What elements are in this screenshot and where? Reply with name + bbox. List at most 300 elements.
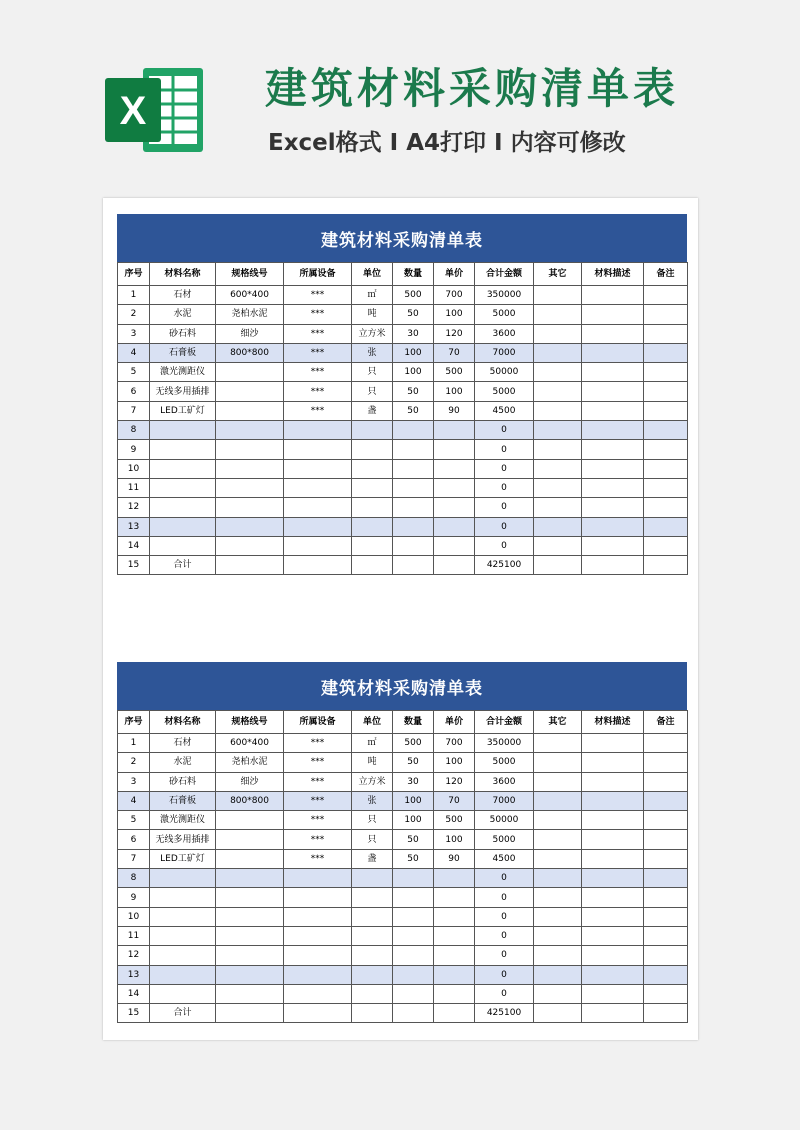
cell-description[interactable] xyxy=(582,440,644,459)
cell-equipment[interactable] xyxy=(284,536,352,555)
cell-unit-price[interactable] xyxy=(434,965,475,984)
cell-total[interactable]: 0 xyxy=(475,926,534,945)
cell-unit[interactable]: 吨 xyxy=(352,305,393,324)
cell-unit-price[interactable]: 100 xyxy=(434,305,475,324)
cell-description[interactable] xyxy=(582,324,644,343)
cell-unit[interactable]: 盏 xyxy=(352,849,393,868)
cell-quantity[interactable] xyxy=(393,946,434,965)
cell-material-name[interactable]: 合计 xyxy=(150,1004,216,1023)
cell-remark[interactable] xyxy=(644,305,688,324)
cell-remark[interactable] xyxy=(644,401,688,420)
cell-quantity[interactable]: 50 xyxy=(393,849,434,868)
cell-description[interactable] xyxy=(582,1004,644,1023)
cell-spec[interactable] xyxy=(216,401,284,420)
cell-remark[interactable] xyxy=(644,363,688,382)
cell-unit[interactable] xyxy=(352,926,393,945)
cell-seq[interactable]: 14 xyxy=(118,536,150,555)
cell-remark[interactable] xyxy=(644,498,688,517)
cell-unit-price[interactable]: 70 xyxy=(434,343,475,362)
cell-unit-price[interactable] xyxy=(434,946,475,965)
cell-unit-price[interactable]: 120 xyxy=(434,324,475,343)
cell-other[interactable] xyxy=(534,382,582,401)
cell-unit[interactable]: 立方米 xyxy=(352,324,393,343)
cell-equipment[interactable]: *** xyxy=(284,772,352,791)
cell-equipment[interactable]: *** xyxy=(284,343,352,362)
cell-description[interactable] xyxy=(582,849,644,868)
cell-total[interactable]: 5000 xyxy=(475,830,534,849)
cell-quantity[interactable] xyxy=(393,498,434,517)
cell-unit[interactable]: 只 xyxy=(352,382,393,401)
cell-unit-price[interactable]: 90 xyxy=(434,849,475,868)
cell-quantity[interactable] xyxy=(393,459,434,478)
cell-remark[interactable] xyxy=(644,556,688,575)
cell-quantity[interactable] xyxy=(393,536,434,555)
cell-unit-price[interactable]: 500 xyxy=(434,363,475,382)
cell-quantity[interactable]: 50 xyxy=(393,305,434,324)
cell-seq[interactable]: 2 xyxy=(118,753,150,772)
cell-remark[interactable] xyxy=(644,1004,688,1023)
cell-quantity[interactable] xyxy=(393,421,434,440)
cell-remark[interactable] xyxy=(644,421,688,440)
cell-unit-price[interactable] xyxy=(434,869,475,888)
cell-spec[interactable]: 600*400 xyxy=(216,734,284,753)
cell-unit[interactable] xyxy=(352,984,393,1003)
cell-unit-price[interactable]: 500 xyxy=(434,811,475,830)
cell-unit-price[interactable]: 90 xyxy=(434,401,475,420)
cell-description[interactable] xyxy=(582,421,644,440)
cell-quantity[interactable]: 30 xyxy=(393,772,434,791)
cell-total[interactable]: 3600 xyxy=(475,324,534,343)
cell-total[interactable]: 4500 xyxy=(475,849,534,868)
cell-equipment[interactable]: *** xyxy=(284,753,352,772)
cell-unit[interactable]: 吨 xyxy=(352,753,393,772)
cell-quantity[interactable] xyxy=(393,869,434,888)
cell-spec[interactable] xyxy=(216,965,284,984)
cell-other[interactable] xyxy=(534,1004,582,1023)
cell-remark[interactable] xyxy=(644,478,688,497)
cell-unit-price[interactable] xyxy=(434,498,475,517)
cell-description[interactable] xyxy=(582,305,644,324)
cell-unit-price[interactable]: 700 xyxy=(434,734,475,753)
cell-unit[interactable] xyxy=(352,965,393,984)
cell-equipment[interactable] xyxy=(284,459,352,478)
cell-quantity[interactable] xyxy=(393,1004,434,1023)
cell-seq[interactable]: 10 xyxy=(118,459,150,478)
cell-remark[interactable] xyxy=(644,772,688,791)
cell-unit[interactable] xyxy=(352,440,393,459)
cell-seq[interactable]: 4 xyxy=(118,343,150,362)
cell-remark[interactable] xyxy=(644,984,688,1003)
cell-material-name[interactable] xyxy=(150,459,216,478)
cell-quantity[interactable]: 100 xyxy=(393,343,434,362)
cell-unit-price[interactable] xyxy=(434,421,475,440)
cell-total[interactable]: 4500 xyxy=(475,401,534,420)
cell-unit-price[interactable] xyxy=(434,907,475,926)
cell-equipment[interactable]: *** xyxy=(284,305,352,324)
cell-equipment[interactable]: *** xyxy=(284,401,352,420)
cell-quantity[interactable] xyxy=(393,907,434,926)
cell-equipment[interactable] xyxy=(284,869,352,888)
cell-material-name[interactable] xyxy=(150,421,216,440)
cell-seq[interactable]: 9 xyxy=(118,440,150,459)
cell-quantity[interactable] xyxy=(393,984,434,1003)
cell-equipment[interactable] xyxy=(284,498,352,517)
cell-spec[interactable] xyxy=(216,811,284,830)
cell-description[interactable] xyxy=(582,401,644,420)
cell-seq[interactable]: 9 xyxy=(118,888,150,907)
cell-unit-price[interactable] xyxy=(434,926,475,945)
cell-total[interactable]: 7000 xyxy=(475,343,534,362)
cell-total[interactable]: 0 xyxy=(475,965,534,984)
cell-material-name[interactable] xyxy=(150,517,216,536)
cell-unit[interactable] xyxy=(352,459,393,478)
cell-total[interactable]: 0 xyxy=(475,984,534,1003)
cell-spec[interactable]: 800*800 xyxy=(216,343,284,362)
cell-description[interactable] xyxy=(582,830,644,849)
cell-unit[interactable]: ㎡ xyxy=(352,286,393,305)
cell-material-name[interactable]: 石膏板 xyxy=(150,791,216,810)
cell-other[interactable] xyxy=(534,286,582,305)
cell-other[interactable] xyxy=(534,498,582,517)
cell-other[interactable] xyxy=(534,926,582,945)
cell-total[interactable]: 7000 xyxy=(475,791,534,810)
cell-equipment[interactable] xyxy=(284,946,352,965)
cell-remark[interactable] xyxy=(644,849,688,868)
cell-other[interactable] xyxy=(534,401,582,420)
cell-equipment[interactable] xyxy=(284,478,352,497)
cell-total[interactable]: 425100 xyxy=(475,556,534,575)
cell-remark[interactable] xyxy=(644,459,688,478)
cell-unit-price[interactable]: 100 xyxy=(434,382,475,401)
cell-total[interactable]: 50000 xyxy=(475,363,534,382)
cell-description[interactable] xyxy=(582,478,644,497)
cell-seq[interactable]: 10 xyxy=(118,907,150,926)
cell-description[interactable] xyxy=(582,536,644,555)
cell-seq[interactable]: 7 xyxy=(118,401,150,420)
cell-unit[interactable]: 盏 xyxy=(352,401,393,420)
cell-seq[interactable]: 6 xyxy=(118,830,150,849)
cell-remark[interactable] xyxy=(644,791,688,810)
cell-spec[interactable] xyxy=(216,907,284,926)
cell-material-name[interactable]: 激光测距仪 xyxy=(150,811,216,830)
cell-other[interactable] xyxy=(534,556,582,575)
cell-unit[interactable] xyxy=(352,907,393,926)
cell-other[interactable] xyxy=(534,830,582,849)
cell-spec[interactable] xyxy=(216,517,284,536)
cell-total[interactable]: 0 xyxy=(475,440,534,459)
cell-material-name[interactable]: 水泥 xyxy=(150,305,216,324)
cell-material-name[interactable]: 激光测距仪 xyxy=(150,363,216,382)
cell-quantity[interactable]: 100 xyxy=(393,811,434,830)
cell-other[interactable] xyxy=(534,536,582,555)
cell-description[interactable] xyxy=(582,286,644,305)
cell-description[interactable] xyxy=(582,556,644,575)
cell-description[interactable] xyxy=(582,926,644,945)
cell-description[interactable] xyxy=(582,811,644,830)
cell-spec[interactable] xyxy=(216,478,284,497)
cell-description[interactable] xyxy=(582,907,644,926)
cell-other[interactable] xyxy=(534,888,582,907)
cell-material-name[interactable]: 水泥 xyxy=(150,753,216,772)
cell-material-name[interactable]: 合计 xyxy=(150,556,216,575)
cell-quantity[interactable]: 500 xyxy=(393,286,434,305)
cell-unit[interactable] xyxy=(352,517,393,536)
cell-seq[interactable]: 5 xyxy=(118,363,150,382)
cell-remark[interactable] xyxy=(644,965,688,984)
cell-total[interactable]: 0 xyxy=(475,536,534,555)
cell-other[interactable] xyxy=(534,869,582,888)
cell-spec[interactable]: 细沙 xyxy=(216,324,284,343)
cell-total[interactable]: 0 xyxy=(475,907,534,926)
cell-other[interactable] xyxy=(534,324,582,343)
cell-quantity[interactable]: 500 xyxy=(393,734,434,753)
cell-unit-price[interactable] xyxy=(434,1004,475,1023)
cell-total[interactable]: 350000 xyxy=(475,286,534,305)
cell-material-name[interactable]: 砂石料 xyxy=(150,772,216,791)
cell-seq[interactable]: 3 xyxy=(118,772,150,791)
cell-unit[interactable] xyxy=(352,869,393,888)
cell-spec[interactable]: 细沙 xyxy=(216,772,284,791)
cell-material-name[interactable]: 无线多用插排 xyxy=(150,830,216,849)
cell-equipment[interactable] xyxy=(284,556,352,575)
cell-total[interactable]: 0 xyxy=(475,869,534,888)
cell-seq[interactable]: 15 xyxy=(118,1004,150,1023)
cell-seq[interactable]: 14 xyxy=(118,984,150,1003)
cell-unit-price[interactable]: 100 xyxy=(434,753,475,772)
cell-material-name[interactable] xyxy=(150,984,216,1003)
cell-unit[interactable] xyxy=(352,946,393,965)
cell-total[interactable]: 5000 xyxy=(475,753,534,772)
cell-unit-price[interactable] xyxy=(434,556,475,575)
cell-quantity[interactable]: 50 xyxy=(393,830,434,849)
cell-equipment[interactable]: *** xyxy=(284,791,352,810)
cell-spec[interactable] xyxy=(216,459,284,478)
cell-material-name[interactable] xyxy=(150,498,216,517)
cell-other[interactable] xyxy=(534,849,582,868)
cell-equipment[interactable] xyxy=(284,421,352,440)
cell-equipment[interactable] xyxy=(284,517,352,536)
cell-quantity[interactable] xyxy=(393,517,434,536)
cell-remark[interactable] xyxy=(644,869,688,888)
cell-unit[interactable]: ㎡ xyxy=(352,734,393,753)
cell-quantity[interactable]: 100 xyxy=(393,363,434,382)
cell-remark[interactable] xyxy=(644,811,688,830)
cell-unit[interactable] xyxy=(352,1004,393,1023)
cell-other[interactable] xyxy=(534,772,582,791)
cell-equipment[interactable]: *** xyxy=(284,324,352,343)
cell-seq[interactable]: 1 xyxy=(118,286,150,305)
cell-spec[interactable] xyxy=(216,382,284,401)
cell-material-name[interactable]: LED工矿灯 xyxy=(150,849,216,868)
cell-unit[interactable] xyxy=(352,421,393,440)
cell-description[interactable] xyxy=(582,946,644,965)
cell-seq[interactable]: 13 xyxy=(118,965,150,984)
cell-quantity[interactable] xyxy=(393,440,434,459)
cell-total[interactable]: 0 xyxy=(475,888,534,907)
cell-total[interactable]: 425100 xyxy=(475,1004,534,1023)
cell-other[interactable] xyxy=(534,440,582,459)
cell-material-name[interactable] xyxy=(150,869,216,888)
cell-material-name[interactable]: 石膏板 xyxy=(150,343,216,362)
cell-quantity[interactable] xyxy=(393,965,434,984)
cell-spec[interactable]: 尧柏水泥 xyxy=(216,753,284,772)
cell-remark[interactable] xyxy=(644,753,688,772)
cell-seq[interactable]: 15 xyxy=(118,556,150,575)
cell-remark[interactable] xyxy=(644,946,688,965)
cell-spec[interactable] xyxy=(216,849,284,868)
cell-spec[interactable]: 600*400 xyxy=(216,286,284,305)
cell-unit-price[interactable] xyxy=(434,888,475,907)
cell-equipment[interactable] xyxy=(284,888,352,907)
cell-spec[interactable] xyxy=(216,926,284,945)
cell-equipment[interactable] xyxy=(284,965,352,984)
cell-spec[interactable] xyxy=(216,536,284,555)
cell-spec[interactable] xyxy=(216,869,284,888)
cell-other[interactable] xyxy=(534,305,582,324)
cell-description[interactable] xyxy=(582,498,644,517)
cell-spec[interactable] xyxy=(216,440,284,459)
cell-remark[interactable] xyxy=(644,286,688,305)
cell-spec[interactable] xyxy=(216,888,284,907)
cell-material-name[interactable]: 砂石料 xyxy=(150,324,216,343)
cell-total[interactable]: 3600 xyxy=(475,772,534,791)
cell-equipment[interactable]: *** xyxy=(284,734,352,753)
cell-remark[interactable] xyxy=(644,440,688,459)
cell-seq[interactable]: 8 xyxy=(118,869,150,888)
cell-unit[interactable]: 只 xyxy=(352,811,393,830)
cell-spec[interactable]: 尧柏水泥 xyxy=(216,305,284,324)
cell-total[interactable]: 0 xyxy=(475,946,534,965)
cell-unit-price[interactable]: 70 xyxy=(434,791,475,810)
cell-unit[interactable] xyxy=(352,498,393,517)
cell-other[interactable] xyxy=(534,478,582,497)
cell-material-name[interactable]: LED工矿灯 xyxy=(150,401,216,420)
cell-equipment[interactable]: *** xyxy=(284,830,352,849)
cell-unit[interactable]: 张 xyxy=(352,791,393,810)
cell-quantity[interactable]: 50 xyxy=(393,753,434,772)
cell-description[interactable] xyxy=(582,772,644,791)
cell-material-name[interactable] xyxy=(150,478,216,497)
cell-material-name[interactable] xyxy=(150,440,216,459)
cell-spec[interactable] xyxy=(216,363,284,382)
cell-remark[interactable] xyxy=(644,324,688,343)
cell-remark[interactable] xyxy=(644,926,688,945)
cell-equipment[interactable] xyxy=(284,984,352,1003)
cell-seq[interactable]: 6 xyxy=(118,382,150,401)
cell-unit[interactable]: 只 xyxy=(352,363,393,382)
cell-other[interactable] xyxy=(534,791,582,810)
cell-unit[interactable] xyxy=(352,536,393,555)
cell-total[interactable]: 0 xyxy=(475,517,534,536)
cell-other[interactable] xyxy=(534,753,582,772)
cell-other[interactable] xyxy=(534,517,582,536)
cell-total[interactable]: 0 xyxy=(475,498,534,517)
cell-other[interactable] xyxy=(534,363,582,382)
cell-quantity[interactable] xyxy=(393,556,434,575)
cell-unit[interactable]: 张 xyxy=(352,343,393,362)
cell-description[interactable] xyxy=(582,734,644,753)
cell-material-name[interactable]: 无线多用插排 xyxy=(150,382,216,401)
cell-description[interactable] xyxy=(582,965,644,984)
cell-description[interactable] xyxy=(582,363,644,382)
cell-material-name[interactable] xyxy=(150,536,216,555)
cell-remark[interactable] xyxy=(644,734,688,753)
cell-spec[interactable] xyxy=(216,556,284,575)
cell-unit-price[interactable]: 100 xyxy=(434,830,475,849)
cell-seq[interactable]: 3 xyxy=(118,324,150,343)
cell-other[interactable] xyxy=(534,734,582,753)
cell-total[interactable]: 350000 xyxy=(475,734,534,753)
cell-total[interactable]: 0 xyxy=(475,478,534,497)
cell-spec[interactable] xyxy=(216,830,284,849)
cell-remark[interactable] xyxy=(644,517,688,536)
cell-quantity[interactable] xyxy=(393,478,434,497)
cell-material-name[interactable] xyxy=(150,888,216,907)
cell-equipment[interactable] xyxy=(284,926,352,945)
cell-equipment[interactable]: *** xyxy=(284,382,352,401)
cell-other[interactable] xyxy=(534,946,582,965)
cell-other[interactable] xyxy=(534,421,582,440)
cell-material-name[interactable] xyxy=(150,907,216,926)
cell-equipment[interactable]: *** xyxy=(284,363,352,382)
cell-unit-price[interactable] xyxy=(434,459,475,478)
cell-description[interactable] xyxy=(582,343,644,362)
cell-seq[interactable]: 5 xyxy=(118,811,150,830)
cell-other[interactable] xyxy=(534,459,582,478)
cell-unit-price[interactable] xyxy=(434,984,475,1003)
cell-unit[interactable] xyxy=(352,556,393,575)
cell-remark[interactable] xyxy=(644,907,688,926)
cell-material-name[interactable]: 石材 xyxy=(150,286,216,305)
cell-other[interactable] xyxy=(534,343,582,362)
cell-total[interactable]: 5000 xyxy=(475,382,534,401)
cell-seq[interactable]: 7 xyxy=(118,849,150,868)
cell-description[interactable] xyxy=(582,791,644,810)
cell-description[interactable] xyxy=(582,517,644,536)
cell-unit-price[interactable] xyxy=(434,440,475,459)
cell-remark[interactable] xyxy=(644,536,688,555)
cell-other[interactable] xyxy=(534,811,582,830)
cell-spec[interactable] xyxy=(216,984,284,1003)
cell-unit[interactable] xyxy=(352,478,393,497)
cell-unit[interactable]: 只 xyxy=(352,830,393,849)
cell-description[interactable] xyxy=(582,869,644,888)
cell-quantity[interactable]: 50 xyxy=(393,401,434,420)
cell-seq[interactable]: 12 xyxy=(118,498,150,517)
cell-spec[interactable] xyxy=(216,421,284,440)
cell-remark[interactable] xyxy=(644,382,688,401)
cell-remark[interactable] xyxy=(644,888,688,907)
cell-equipment[interactable]: *** xyxy=(284,811,352,830)
cell-seq[interactable]: 8 xyxy=(118,421,150,440)
cell-description[interactable] xyxy=(582,888,644,907)
cell-total[interactable]: 5000 xyxy=(475,305,534,324)
cell-total[interactable]: 0 xyxy=(475,421,534,440)
cell-spec[interactable] xyxy=(216,498,284,517)
cell-seq[interactable]: 12 xyxy=(118,946,150,965)
cell-seq[interactable]: 11 xyxy=(118,926,150,945)
cell-total[interactable]: 50000 xyxy=(475,811,534,830)
cell-unit-price[interactable] xyxy=(434,536,475,555)
cell-material-name[interactable] xyxy=(150,965,216,984)
cell-description[interactable] xyxy=(582,753,644,772)
cell-seq[interactable]: 2 xyxy=(118,305,150,324)
cell-spec[interactable]: 800*800 xyxy=(216,791,284,810)
cell-other[interactable] xyxy=(534,965,582,984)
cell-description[interactable] xyxy=(582,984,644,1003)
cell-quantity[interactable]: 50 xyxy=(393,382,434,401)
cell-remark[interactable] xyxy=(644,830,688,849)
